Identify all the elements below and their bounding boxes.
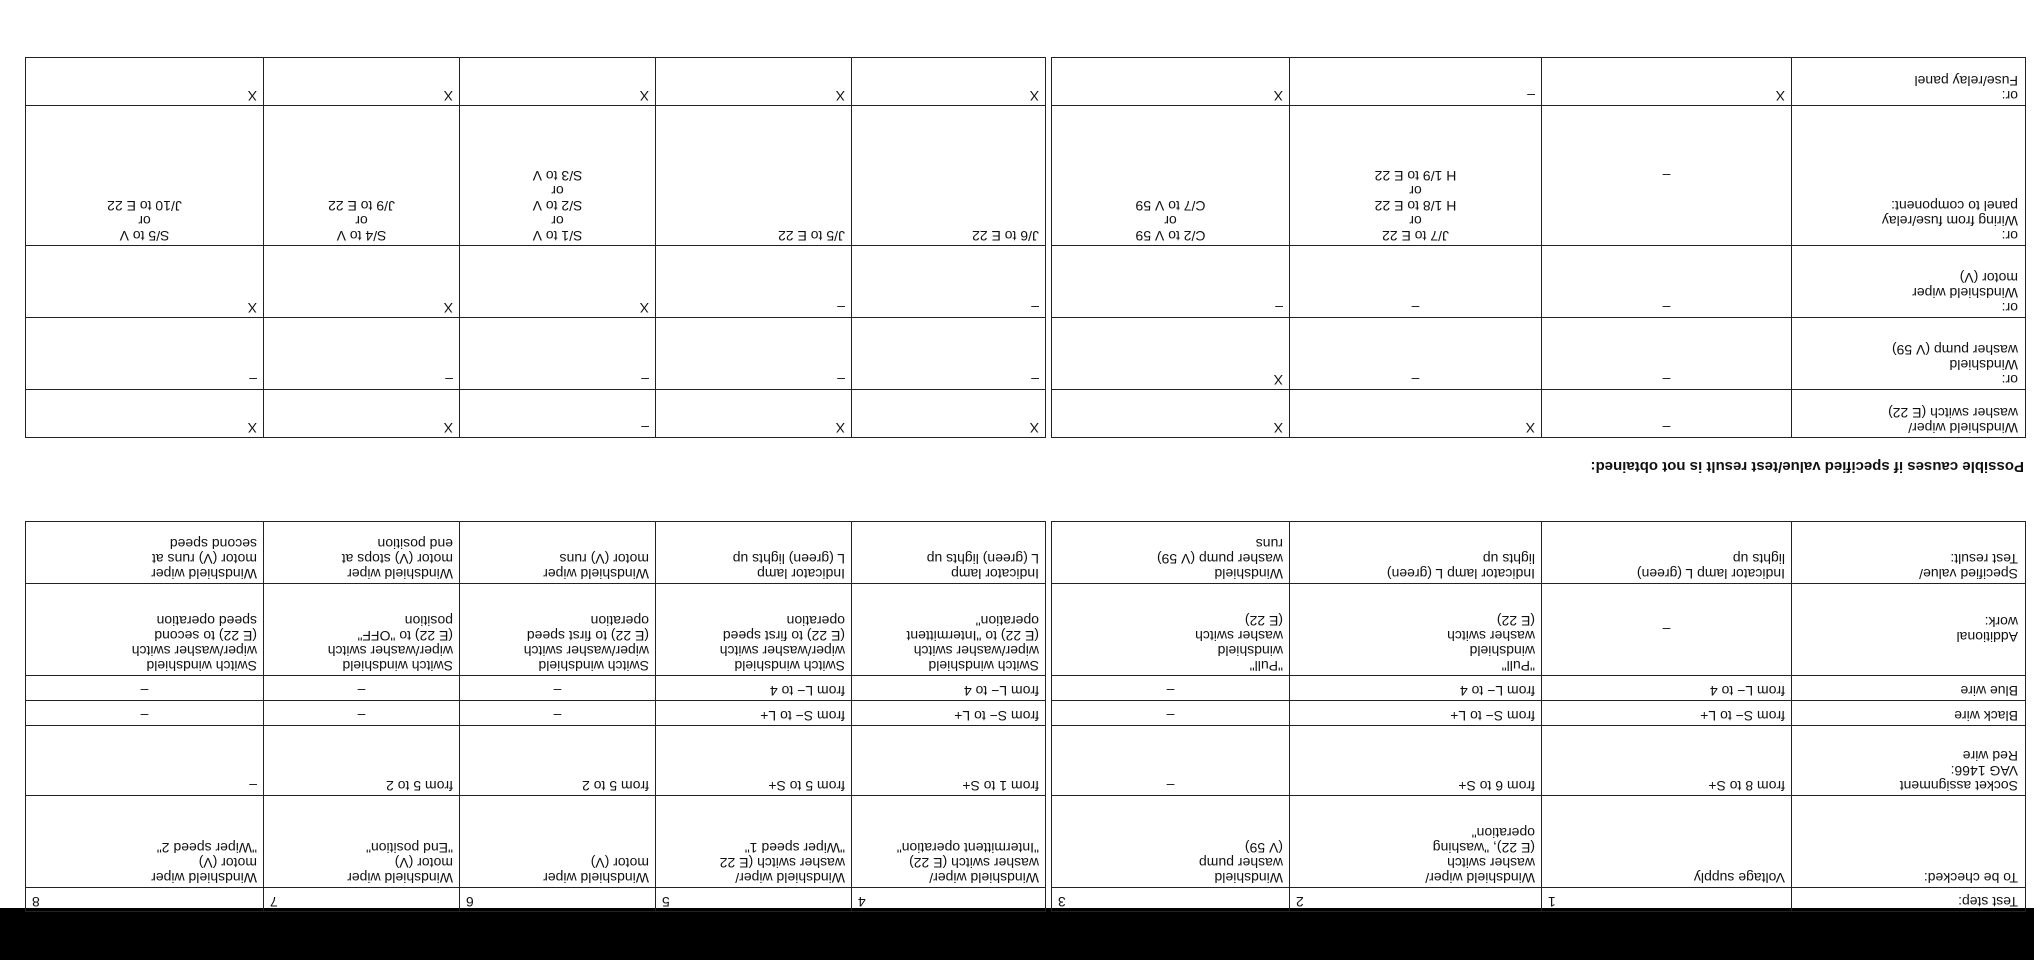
column-gap bbox=[1046, 676, 1052, 701]
blue-wire-cell: – bbox=[264, 676, 460, 701]
red-wire-cell: from 8 to S+ bbox=[1542, 726, 1792, 796]
column-gap bbox=[1046, 246, 1052, 318]
check-cell: Windshield wiper/ washer switch (E 22 "Wiper speed 1" bbox=[656, 796, 852, 888]
black-wire-cell: – bbox=[460, 701, 656, 726]
work-cell: – bbox=[1542, 584, 1792, 676]
check-cell: Windshield wiper motor (V) "Wiper speed 2" bbox=[26, 796, 264, 888]
label-cause-pump: or: Windshield washer pump (V 59) bbox=[1792, 318, 2026, 390]
cause-cell: S/4 to V or J/9 to E 22 bbox=[264, 106, 460, 246]
cause-cell: X bbox=[1052, 318, 1290, 390]
column-gap bbox=[1046, 701, 1052, 726]
blue-wire-cell: from L− to 4 bbox=[852, 676, 1046, 701]
cause-cell: X bbox=[460, 58, 656, 106]
red-wire-cell: from 5 to 2 bbox=[460, 726, 656, 796]
check-cell: Windshield washer pump (V 59) bbox=[1052, 796, 1290, 888]
cause-cell: – bbox=[264, 318, 460, 390]
column-gap bbox=[1046, 390, 1052, 438]
cause-cell: – bbox=[1542, 318, 1792, 390]
cause-cell: – bbox=[852, 246, 1046, 318]
column-gap bbox=[1046, 106, 1052, 246]
cause-cell: X bbox=[264, 390, 460, 438]
label-specified-value: Specified value/ Test result: bbox=[1792, 522, 2026, 584]
cause-cell: – bbox=[1290, 58, 1542, 106]
work-cell: "Pull" windshield washer switch (E 22) bbox=[1052, 584, 1290, 676]
label-cause-wiring: or: Wiring from fuse/relay panel to component: bbox=[1792, 106, 2026, 246]
cause-cell: X bbox=[852, 390, 1046, 438]
spec-cell: Indicator lamp L (green) lights up bbox=[1290, 522, 1542, 584]
black-wire-cell: from S− to L+ bbox=[852, 701, 1046, 726]
to-be-checked-row bbox=[26, 796, 2026, 888]
spec-cell: Windshield wiper motor (V) runs bbox=[460, 522, 656, 584]
cause-cell: X bbox=[264, 246, 460, 318]
specified-value-row bbox=[26, 522, 2026, 584]
spec-cell: Windshield wiper motor (V) runs at second speed bbox=[26, 522, 264, 584]
cause-cell: – bbox=[460, 318, 656, 390]
cause-cell: – bbox=[656, 318, 852, 390]
cause-cell: X bbox=[26, 390, 264, 438]
cause-cell: X bbox=[1542, 58, 1792, 106]
cause-cell: S/1 to V or S/2 to V or S/3 to V bbox=[460, 106, 656, 246]
label-cause-switch: Windshield wiper/ washer switch (E 22) bbox=[1792, 390, 2026, 438]
red-wire-cell: – bbox=[26, 726, 264, 796]
possible-causes-heading: Possible causes if specified value/test result is not obtained: bbox=[1590, 458, 2024, 475]
work-cell: Switch windshield wiper/washer switch (E 22) to first speed operation bbox=[460, 584, 656, 676]
check-cell: Voltage supply bbox=[1542, 796, 1792, 888]
blue-wire-cell: – bbox=[26, 676, 264, 701]
possible-causes-table bbox=[25, 57, 2026, 438]
test-steps-table bbox=[25, 521, 2026, 912]
cause-cell: X bbox=[1290, 390, 1542, 438]
cause-cell: X bbox=[26, 58, 264, 106]
red-wire-cell: from 6 to S+ bbox=[1290, 726, 1542, 796]
label-to-be-checked: To be checked: bbox=[1792, 796, 2026, 888]
work-cell: Switch windshield wiper/washer switch (E 22) to "Intermittent operation" bbox=[852, 584, 1046, 676]
cause-cell: J/5 to E 22 bbox=[656, 106, 852, 246]
cause-cell: X bbox=[1052, 58, 1290, 106]
black-wire-cell: – bbox=[264, 701, 460, 726]
spec-cell: Indicator lamp L (green) lights up bbox=[656, 522, 852, 584]
label-cause-fuse: or: Fuse/relay panel bbox=[1792, 58, 2026, 106]
blue-wire-cell: from L− to 4 bbox=[1290, 676, 1542, 701]
black-wire-row bbox=[26, 701, 2026, 726]
cause-cell: – bbox=[1052, 246, 1290, 318]
label-test-step: Test step: bbox=[1792, 888, 2026, 912]
column-gap bbox=[1046, 796, 1052, 888]
column-gap bbox=[1046, 58, 1052, 106]
check-cell: Windshield wiper motor (V) bbox=[460, 796, 656, 888]
step-number: 4 bbox=[852, 888, 1046, 912]
spec-cell: Indicator lamp L (green) lights up bbox=[1542, 522, 1792, 584]
column-gap bbox=[1046, 318, 1052, 390]
cause-cell: – bbox=[26, 318, 264, 390]
black-wire-cell: – bbox=[1052, 701, 1290, 726]
red-wire-cell: from 5 to S+ bbox=[656, 726, 852, 796]
cause-cell: S/5 to V or J/10 to E 22 bbox=[26, 106, 264, 246]
additional-work-row bbox=[26, 584, 2026, 676]
label-socket-red-wire: Socket assignment VAG 1466: Red wire bbox=[1792, 726, 2026, 796]
cause-cell: X bbox=[656, 58, 852, 106]
column-gap bbox=[1046, 522, 1052, 584]
red-wire-cell: from 1 to S+ bbox=[852, 726, 1046, 796]
cause-cell: – bbox=[460, 390, 656, 438]
cause-cell: J/6 to E 22 bbox=[852, 106, 1046, 246]
work-cell: "Pull" windshield washer switch (E 22) bbox=[1290, 584, 1542, 676]
cause-cell: – bbox=[1542, 106, 1792, 246]
label-cause-motor: or: Windshield wiper motor (V) bbox=[1792, 246, 2026, 318]
column-gap bbox=[1046, 888, 1052, 912]
test-step-row bbox=[26, 888, 2026, 912]
black-wire-cell: from S− to L+ bbox=[656, 701, 852, 726]
red-wire-cell: from 5 to 2 bbox=[264, 726, 460, 796]
blue-wire-row bbox=[26, 676, 2026, 701]
spec-cell: Windshield washer pump (V 59) runs bbox=[1052, 522, 1290, 584]
cause-cell: – bbox=[1542, 246, 1792, 318]
work-cell: Switch windshield wiper/washer switch (E 22) to "OFF" position bbox=[264, 584, 460, 676]
cause-cell: X bbox=[460, 246, 656, 318]
cause-cell: C/2 to V 59 or C/7 to V 59 bbox=[1052, 106, 1290, 246]
label-black-wire: Black wire bbox=[1792, 701, 2026, 726]
cause-cell: X bbox=[656, 390, 852, 438]
blue-wire-cell: from L− to 4 bbox=[1542, 676, 1792, 701]
cause-cell: X bbox=[852, 58, 1046, 106]
cause-cell: – bbox=[852, 318, 1046, 390]
cause-wiring-row bbox=[26, 106, 2026, 246]
check-cell: Windshield wiper/ washer switch (E 22), "washing operation" bbox=[1290, 796, 1542, 888]
blue-wire-cell: from L− to 4 bbox=[656, 676, 852, 701]
work-cell: Switch windshield wiper/washer switch (E 22) to first speed operation bbox=[656, 584, 852, 676]
cause-switch-row bbox=[26, 390, 2026, 438]
step-number: 7 bbox=[264, 888, 460, 912]
cause-cell: X bbox=[26, 246, 264, 318]
cause-cell: – bbox=[1542, 390, 1792, 438]
red-wire-cell: – bbox=[1052, 726, 1290, 796]
cause-fuse-row bbox=[26, 58, 2026, 106]
check-cell: Windshield wiper motor (V) "End position" bbox=[264, 796, 460, 888]
column-gap bbox=[1046, 584, 1052, 676]
cause-cell: – bbox=[1290, 246, 1542, 318]
cause-motor-row bbox=[26, 246, 2026, 318]
check-cell: Windshield wiper/ washer switch (E 22) "Intermittent operation" bbox=[852, 796, 1046, 888]
blue-wire-cell: – bbox=[460, 676, 656, 701]
black-wire-cell: from S− to L+ bbox=[1290, 701, 1542, 726]
label-additional-work: Additional work: bbox=[1792, 584, 2026, 676]
step-number: 8 bbox=[26, 888, 264, 912]
cause-cell: – bbox=[1290, 318, 1542, 390]
step-number: 2 bbox=[1290, 888, 1542, 912]
cause-cell: X bbox=[264, 58, 460, 106]
cause-cell: J/7 to E 22 or H 1/8 to E 22 or H 1/9 to E 22 bbox=[1290, 106, 1542, 246]
step-number: 6 bbox=[460, 888, 656, 912]
step-number: 3 bbox=[1052, 888, 1290, 912]
scan-black-border bbox=[0, 908, 2034, 960]
step-number: 5 bbox=[656, 888, 852, 912]
black-wire-cell: – bbox=[26, 701, 264, 726]
step-number: 1 bbox=[1542, 888, 1792, 912]
cause-cell: – bbox=[656, 246, 852, 318]
red-wire-row bbox=[26, 726, 2026, 796]
column-gap bbox=[1046, 726, 1052, 796]
spec-cell: Indicator lamp L (green) lights up bbox=[852, 522, 1046, 584]
blue-wire-cell: – bbox=[1052, 676, 1290, 701]
work-cell: Switch windshield wiper/washer switch (E 22) to second speed operation bbox=[26, 584, 264, 676]
black-wire-cell: from S− to L+ bbox=[1542, 701, 1792, 726]
label-blue-wire: Blue wire bbox=[1792, 676, 2026, 701]
cause-pump-row bbox=[26, 318, 2026, 390]
cause-cell: X bbox=[1052, 390, 1290, 438]
spec-cell: Windshield wiper motor (V) stops at end position bbox=[264, 522, 460, 584]
